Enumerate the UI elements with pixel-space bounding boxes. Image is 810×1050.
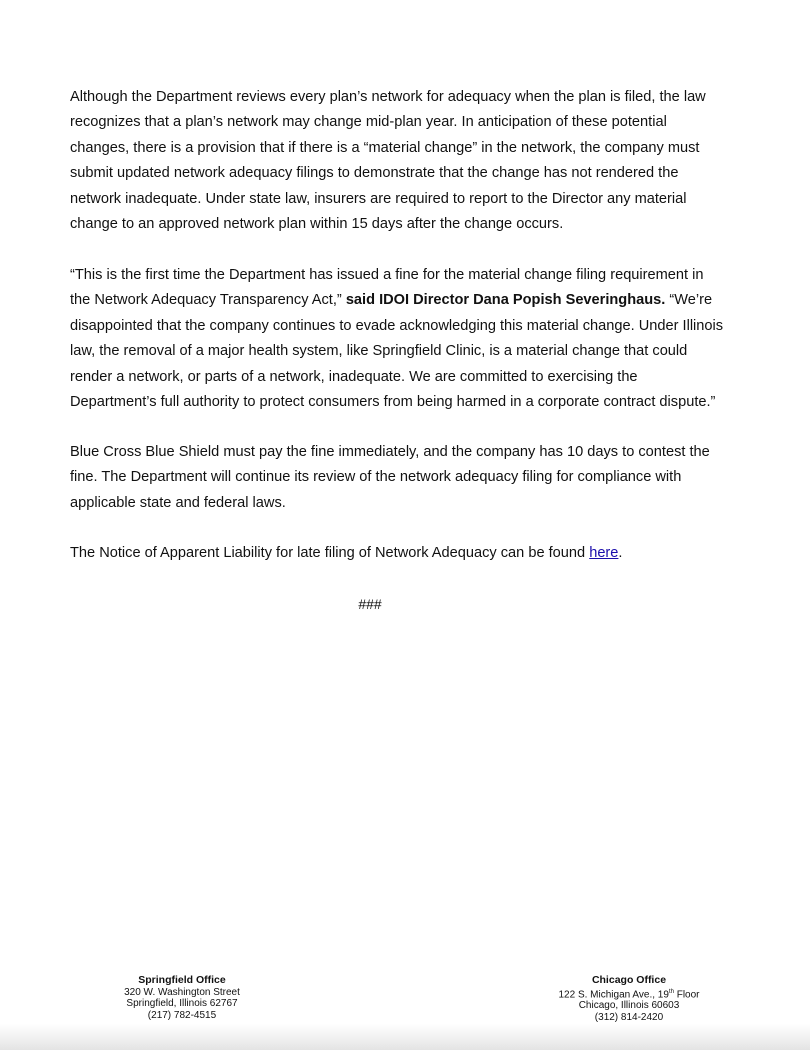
chicago-office: [519, 975, 739, 1023]
text-line: changes, there is a provision that if there is a “material change” in the network, the company must: [70, 140, 700, 156]
text-segment: 122 S. Michigan Ave., 19: [558, 988, 669, 1000]
text-line: law, the removal of a major health system, like Springfield Clinic, is a material change that could: [70, 343, 688, 359]
text-line: applicable state and federal laws.: [70, 495, 286, 511]
text-segment: the Network Adequacy Transparency Act,”: [70, 292, 346, 308]
office-title: Springfield Office: [138, 974, 226, 986]
text-line: Blue Cross Blue Shield must pay the fine immediately, and the company has 10 days to contest the: [70, 444, 710, 460]
office-city: Chicago, Illinois 60603: [578, 1000, 680, 1012]
speaker-attribution: said IDOI Director Dana Popish Severinghaus.: [345, 292, 666, 308]
text-line: submit updated network adequacy filings to demonstrate that the change has not rendered the: [70, 165, 679, 181]
paragraph-4: [70, 544, 622, 562]
office-address: 320 W. Washington Street: [124, 986, 240, 998]
text-line: “This is the first time the Department has issued a fine for the material change filing requirement in: [70, 267, 704, 283]
text-line: disappointed that the company continues to evade acknowledging this material change. Under Illinois: [70, 318, 724, 334]
text-segment: Floor: [673, 988, 700, 1000]
text-line: fine. The Department will continue its review of the network adequacy filing for compliance with: [70, 469, 682, 485]
text-line: change to an approved network plan within 15 days after the change occurs.: [70, 216, 564, 232]
text-line: network inadequate. Under state law, insurers are required to report to the Director any material: [70, 191, 687, 207]
text-segment: The Notice of Apparent Liability for late filing of Network Adequacy can be found: [70, 545, 590, 561]
text-line: recognizes that a plan’s network may change mid-plan year. In anticipation of these potential: [70, 114, 667, 130]
text-segment: .: [618, 545, 623, 561]
text-segment: “We’re: [665, 292, 713, 308]
text-line: Although the Department reviews every plan’s network for adequacy when the plan is filed, the law: [70, 89, 706, 105]
office-city: Springfield, Illinois 62767: [126, 998, 238, 1009]
springfield-office: [72, 975, 292, 1021]
office-title: Chicago Office: [591, 974, 667, 986]
notice-link[interactable]: here: [589, 545, 619, 561]
office-address: [519, 987, 739, 1001]
page-bottom-shadow: [0, 1024, 810, 1050]
office-phone: (217) 782-4515: [147, 1009, 217, 1021]
text-line: Department’s full authority to protect consumers from being harmed in a corporate contract dispute.”: [70, 394, 716, 410]
end-mark: ###: [358, 596, 382, 612]
text-segment: th: [668, 988, 674, 995]
text-line: render a network, or parts of a network, inadequate. We are committed to exercising the: [70, 369, 638, 385]
text-line: [70, 291, 712, 309]
office-phone: (312) 814-2420: [594, 1011, 664, 1023]
